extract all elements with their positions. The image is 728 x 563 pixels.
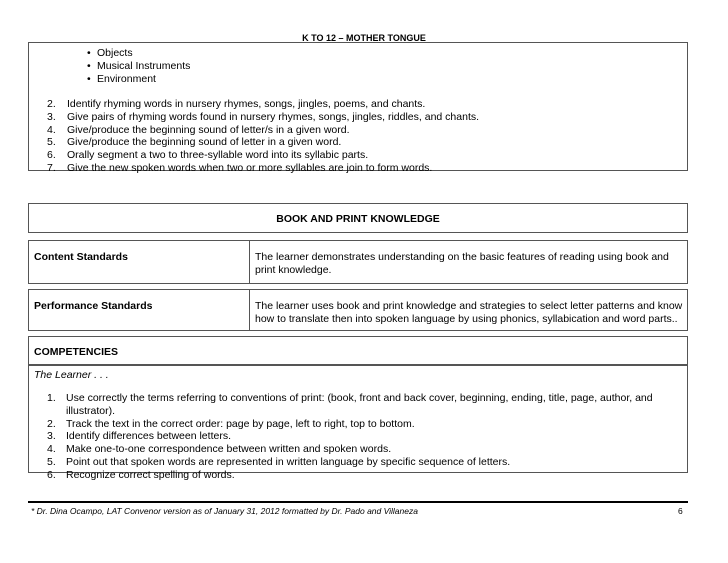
list-item: 1. Use correctly the terms referring to conventions of print: (book, front and back cover, beginning, ending, title, page, author, and illustrator).: [47, 392, 653, 417]
competencies-box: [28, 364, 688, 481]
content-standards-label: Content Standards: [34, 251, 128, 263]
performance-standards-row: [28, 289, 688, 331]
content-standards-row: [28, 240, 688, 284]
column-divider: [249, 241, 250, 283]
page-number: 6: [678, 506, 683, 516]
section-title-box: [28, 203, 688, 233]
bullet-item: • Musical Instruments: [87, 60, 191, 72]
list-item: 6. Recognize correct spelling of words.: [47, 468, 235, 481]
performance-standards-text: The learner uses book and print knowledge and strategies to select letter patterns and know how to translate then into spoken language by using phonics, syllabication and word parts..: [255, 300, 683, 325]
list-item: 4. Give/produce the beginning sound of letter/s in a given word.: [47, 123, 350, 136]
list-item: 5. Point out that spoken words are represented in written language by specific sequence of letters.: [47, 455, 511, 468]
competencies-header-box: [28, 336, 688, 366]
page-header-title: K TO 12 – MOTHER TONGUE: [302, 33, 426, 43]
bullet-dot-icon: •: [87, 73, 91, 85]
bullet-dot-icon: •: [87, 60, 91, 72]
list-item: 7. Give the new spoken words when two or more syllables are join to form words.: [47, 161, 433, 174]
learner-intro: The Learner . . .: [34, 369, 109, 381]
list-item: 3. Give pairs of rhyming words found in nursery rhymes, songs, jingles, riddles, and chants.: [47, 110, 480, 123]
bullet-list: [87, 47, 190, 86]
content-standards-text: The learner demonstrates understanding on the basic features of reading using book and print knowledge.: [255, 251, 669, 276]
bullet-item: • Objects: [87, 47, 133, 59]
section-title: BOOK AND PRINT KNOWLEDGE: [276, 213, 440, 225]
list-item: 4. Make one-to-one correspondence between written and spoken words.: [47, 443, 392, 456]
list-item: 2. Track the text in the correct order: page by page, left to right, top to bottom.: [47, 417, 415, 430]
competencies-label: COMPETENCIES: [34, 346, 119, 358]
list-item: 3. Identify differences between letters.: [47, 430, 231, 443]
footer-note: * Dr. Dina Ocampo, LAT Convenor version as of January 31, 2012 formatted by Dr. Pado and Villaneza: [31, 506, 418, 516]
list-item: 2. Identify rhyming words in nursery rhymes, songs, jingles, poems, and chants.: [47, 98, 426, 110]
competencies-list: [47, 392, 677, 482]
column-divider: [249, 290, 250, 330]
bullet-item: • Environment: [87, 73, 156, 85]
list-item: 6. Orally segment a two to three-syllable word into its syllabic parts.: [47, 149, 369, 162]
phonological-awareness-box: [28, 42, 688, 174]
bullet-dot-icon: •: [87, 47, 91, 59]
footer-divider: [28, 501, 688, 503]
list-item: 5. Give/produce the beginning sound of letter in a given word.: [47, 136, 342, 149]
numbered-list: [47, 98, 479, 175]
performance-standards-label: Performance Standards: [34, 300, 153, 312]
